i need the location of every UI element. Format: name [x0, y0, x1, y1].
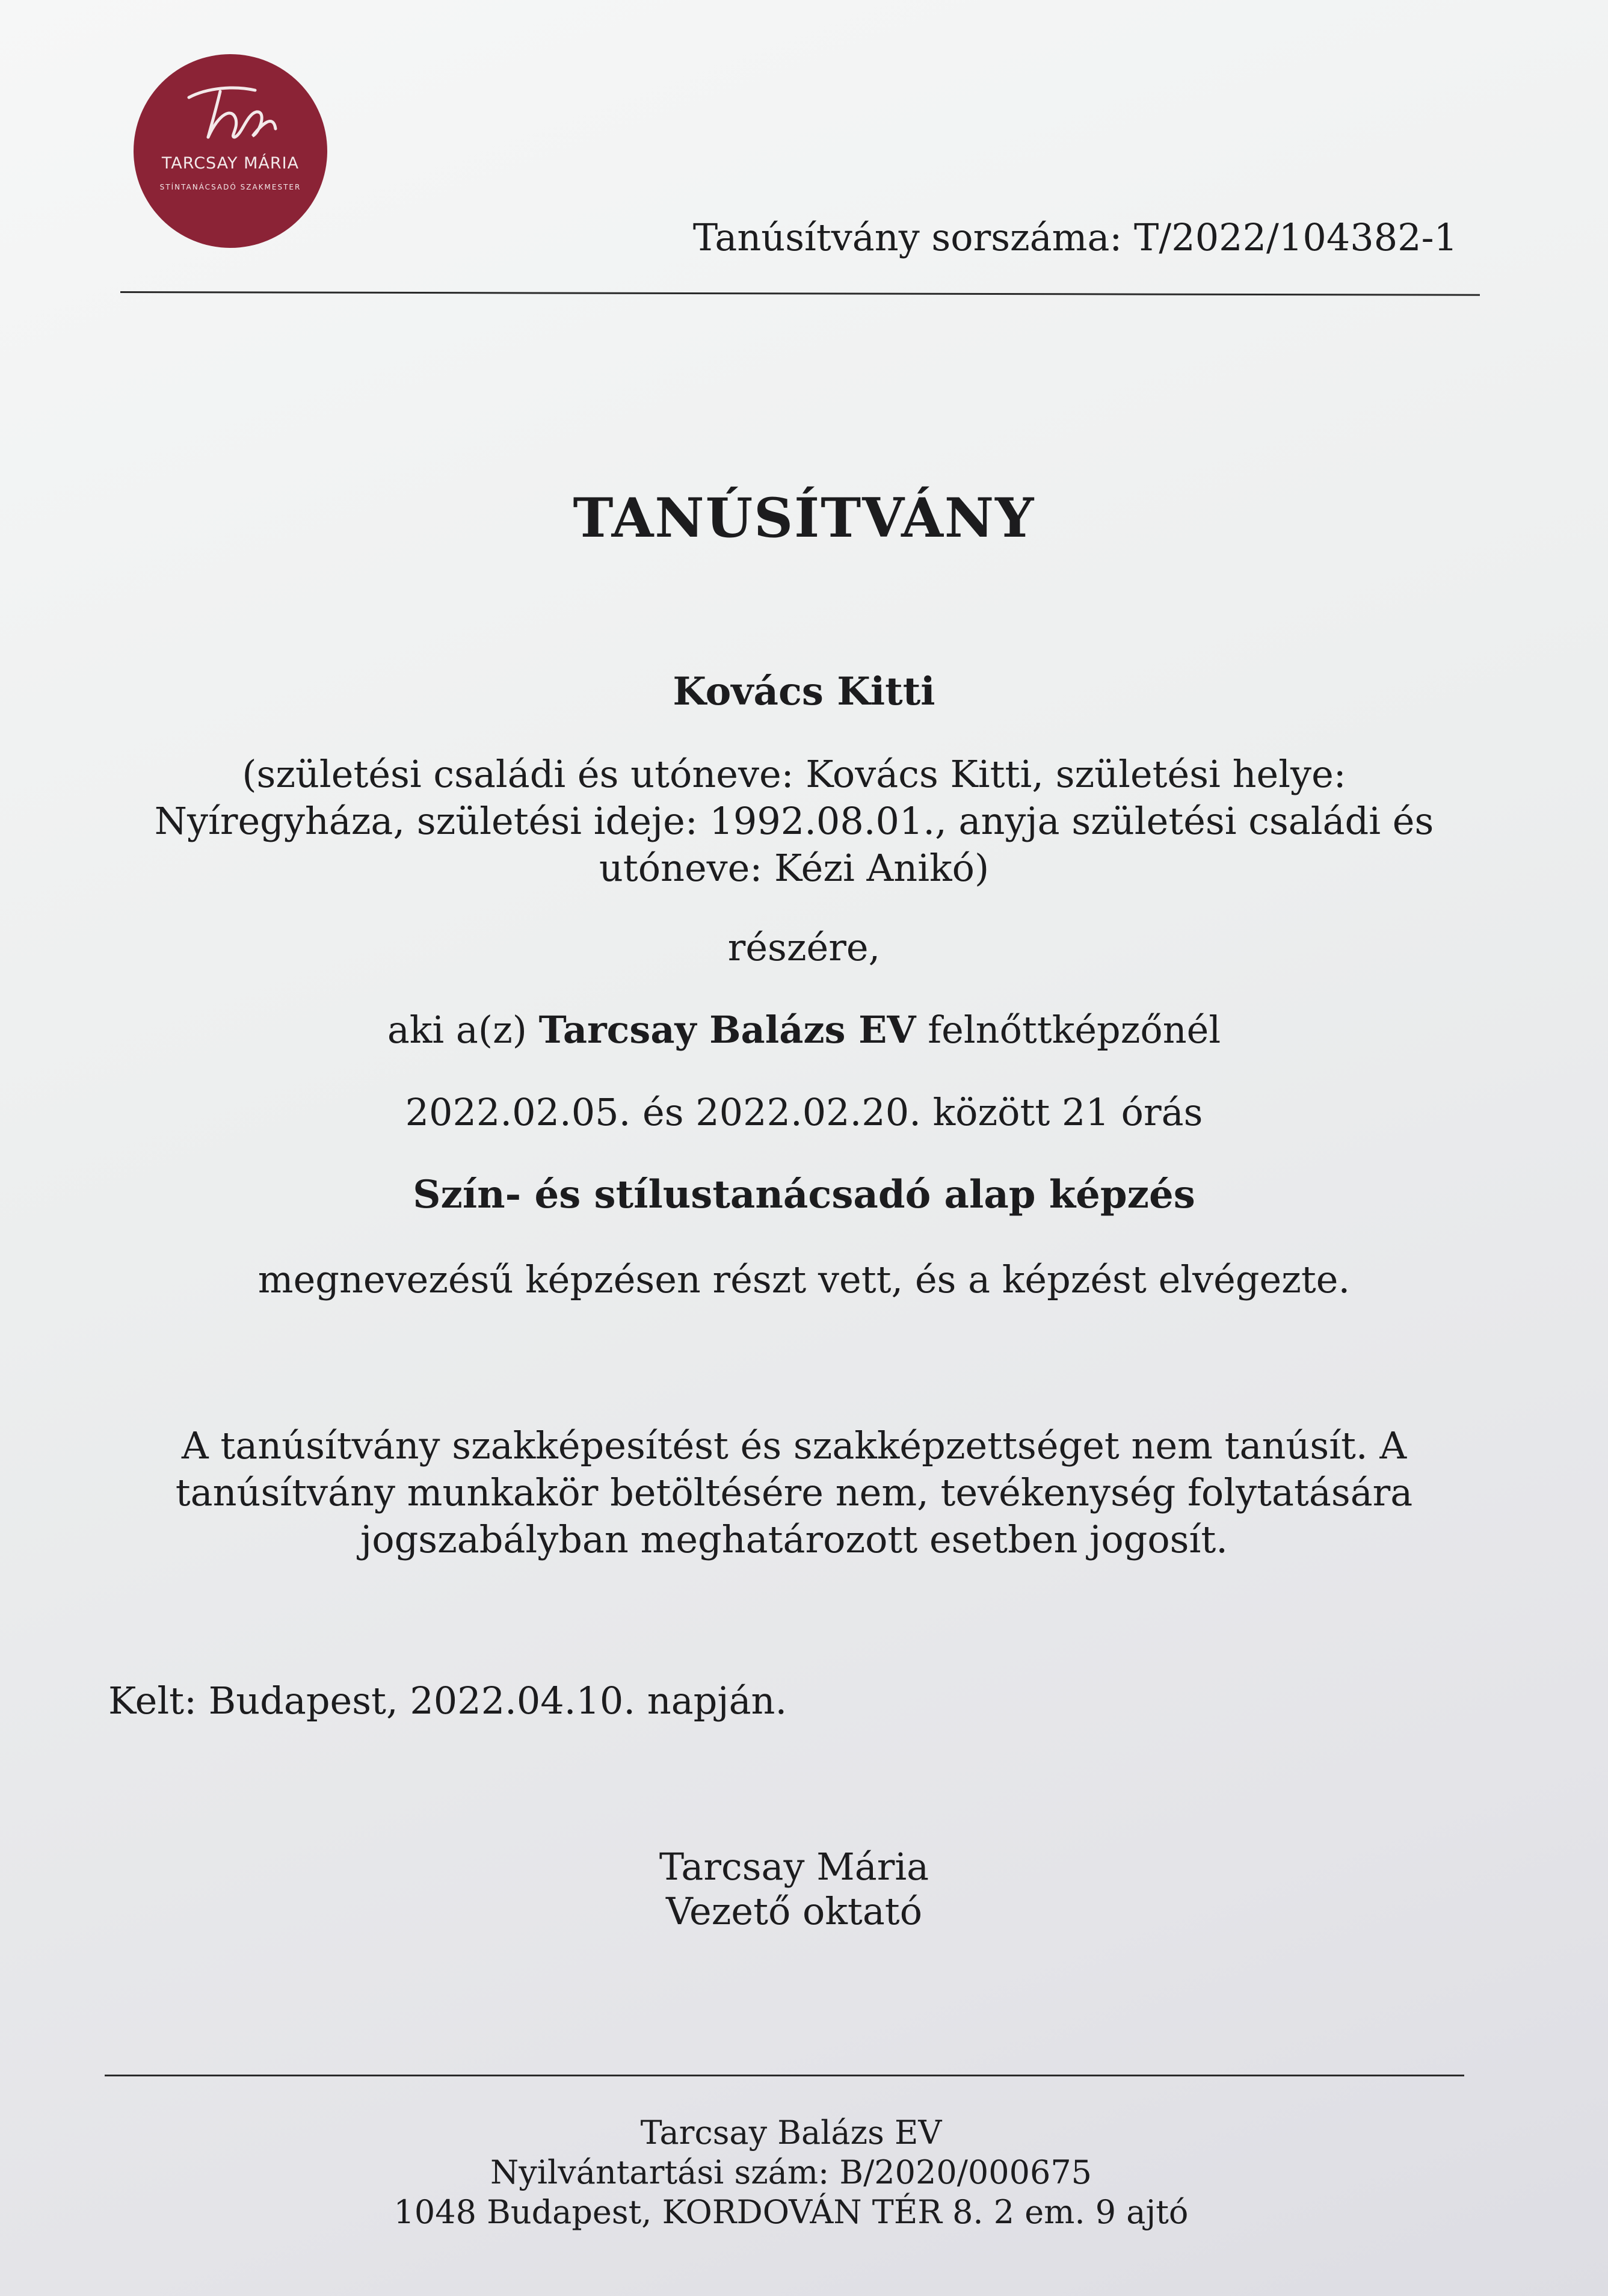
for-label: részére,	[727, 925, 881, 969]
header-divider	[120, 291, 1480, 296]
provider-line	[0, 1008, 1608, 1052]
completion-statement: megnevezésű képzésen részt vett, és a képzést elvégezte.	[257, 1258, 1351, 1301]
logo-name: TARCSAY MÁRIA	[161, 154, 300, 173]
signer-name: Tarcsay Mária	[659, 1845, 929, 1889]
recipient-name: Kovács Kitti	[673, 669, 935, 714]
signer-role: Vezető oktató	[665, 1889, 923, 1933]
provider-suffix: felnőttképzőnél	[928, 1008, 1221, 1052]
footer-divider	[105, 2075, 1464, 2076]
course-name: Szín- és stílustanácsadó alap képzés	[413, 1172, 1195, 1217]
recipient-details: (születési családi és utóneve: Kovács Kitti, születési helye: Nyíregyháza, születési ideje: 1992.08.01., anyja születési családi és utóneve: Kézi Anikó)	[154, 752, 1434, 890]
certificate-title: TANÚSÍTVÁNY	[573, 486, 1035, 550]
certificate-serial: Tanúsítvány sorszáma: T/2022/104382-1	[692, 215, 1458, 259]
logo-subtitle: STÍNTANÁCSADÓ SZAKMESTER	[159, 183, 301, 191]
issue-date: Kelt: Budapest, 2022.04.10. napján.	[108, 1679, 787, 1723]
signature-block	[553, 1845, 1035, 1934]
footer	[0, 2113, 1582, 2232]
footer-registration: Nyilvántartási szám: B/2020/000675	[490, 2153, 1092, 2191]
monogram-icon	[177, 77, 284, 149]
footer-address: 1048 Budapest, KORDOVÁN TÉR 8. 2 em. 9 ajtó	[393, 2193, 1189, 2231]
provider-prefix: aki a(z)	[387, 1008, 527, 1052]
brand-logo	[134, 54, 327, 248]
course-dates: 2022.02.05. és 2022.02.20. között 21 órás	[405, 1090, 1203, 1134]
footer-company: Tarcsay Balázs EV	[640, 2114, 942, 2152]
provider-name: Tarcsay Balázs EV	[538, 1008, 916, 1052]
legal-notice: A tanúsítvány szakképesítést és szakképzettséget nem tanúsít. A tanúsítvány munkakör betöltésére nem, tevékenység folytatására jogszabályban meghatározott esetben jogosít.	[175, 1424, 1413, 1561]
